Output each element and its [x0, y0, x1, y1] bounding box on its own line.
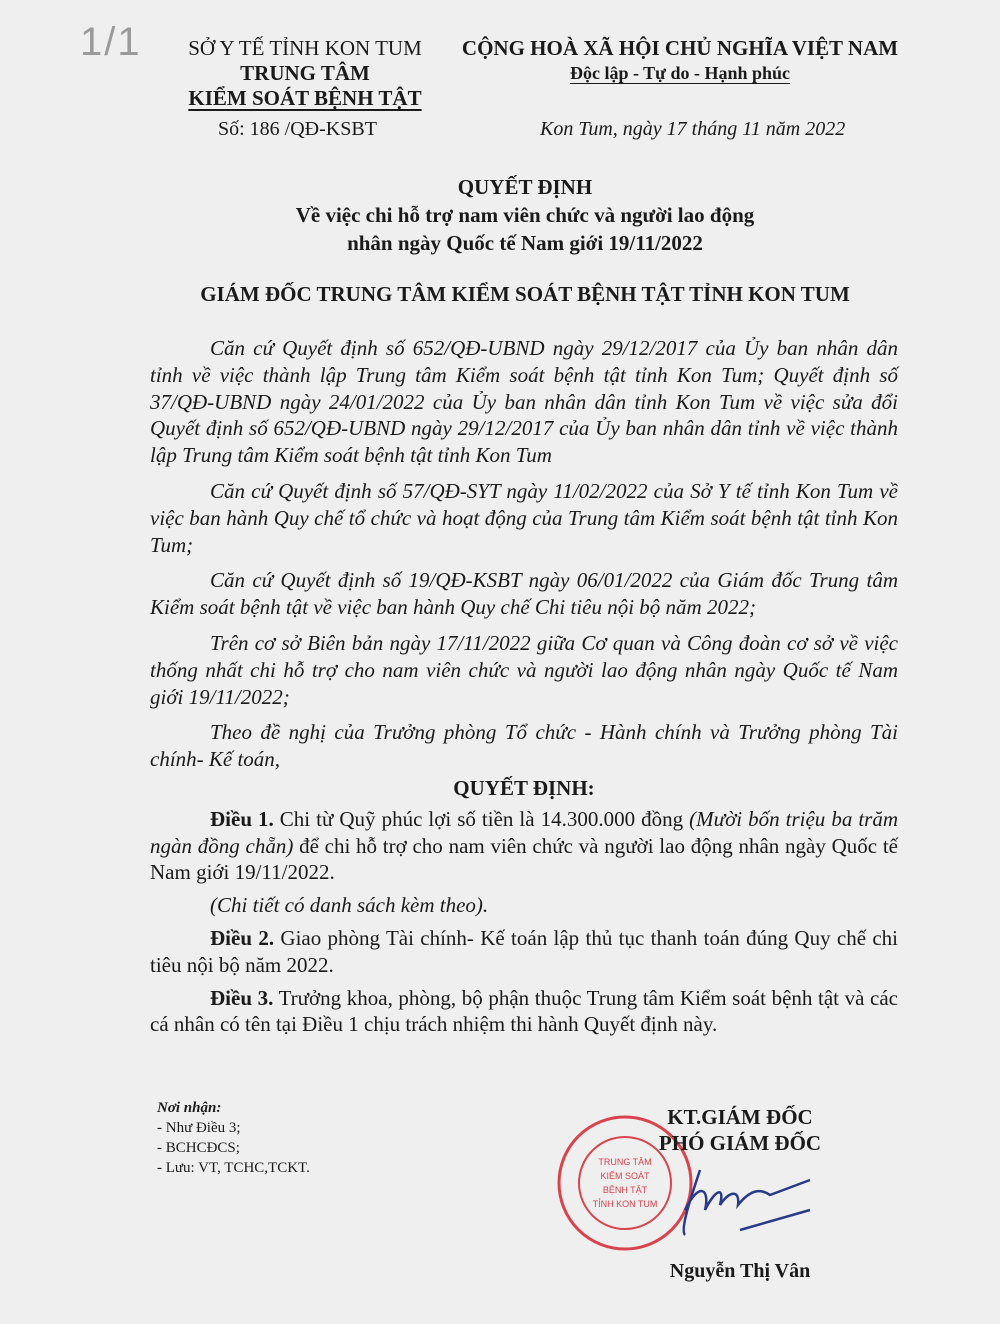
document-title — [100, 173, 950, 257]
decision-heading: QUYẾT ĐỊNH: — [453, 775, 595, 800]
signer-name: Nguyễn Thị Vân — [669, 1260, 811, 1282]
article-text: Giao phòng Tài chính- Kế toán lập thủ tục thanh toán đúng Quy chế chi tiêu nội bộ năm 2022. — [150, 925, 899, 977]
article-3 — [150, 985, 898, 1039]
recipient-item: - Lưu: VT, TCHC,TCKT. — [157, 1160, 310, 1176]
svg-text:BỆNH TẬT: BỆNH TẬT — [602, 1185, 648, 1195]
article-label: Điều 3. — [210, 985, 274, 1010]
article-text: để chi hỗ trợ cho nam viên chức và người lao động nhân ngày Quốc tế Nam giới 19/11/2022. — [150, 833, 898, 885]
issuer-line2: TRUNG TÂM — [240, 61, 370, 85]
national-motto: Độc lập - Tự do - Hạnh phúc — [569, 63, 791, 83]
recipients-heading: Nơi nhận: — [157, 1100, 222, 1116]
article-label: Điều 1. — [210, 806, 274, 831]
amount-in-words: (Mười bốn triệu ba trăm ngàn đồng chẵn) — [150, 806, 899, 858]
signer-title-1: KT.GIÁM ĐỐC — [667, 1105, 813, 1129]
svg-text:TỈNH KON TUM: TỈNH KON TUM — [592, 1199, 658, 1209]
authority-heading: GIÁM ĐỐC TRUNG TÂM KIỂM SOÁT BỆNH TẬT TỈNH KON TUM — [200, 282, 850, 306]
title-sub1: Về việc chi hỗ trợ nam viên chức và người lao động — [295, 203, 755, 227]
national-header — [460, 36, 900, 86]
basis-paragraph: Căn cứ Quyết định số 19/QĐ-KSBT ngày 06/01/2022 của Giám đốc Trung tâm Kiểm soát bệnh tật về việc ban hành Quy chế Chi tiêu nội bộ năm 2022; — [150, 568, 898, 620]
document-date: Kon Tum, ngày 17 tháng 11 năm 2022 — [540, 118, 846, 140]
article-label: Điều 2. — [210, 925, 275, 950]
recipient-item: - Như Điều 3; — [157, 1120, 241, 1136]
document-body — [150, 335, 898, 1038]
handwritten-signature — [660, 1150, 820, 1240]
recipient-item: - BCHCĐCS; — [157, 1140, 240, 1156]
svg-text:TRUNG TÂM: TRUNG TÂM — [598, 1157, 652, 1167]
article-2 — [150, 925, 898, 979]
page-counter: 1/1 — [80, 20, 142, 64]
national-title: CỘNG HOÀ XÃ HỘI CHỦ NGHĨA VIỆT NAM — [461, 36, 899, 60]
basis-paragraph: Căn cứ Quyết định số 652/QĐ-UBND ngày 29/12/2017 của Ủy ban nhân dân tỉnh về việc thành lập Trung tâm Kiểm soát bệnh tật tỉnh Kon Tum; Quyết định số 37/QĐ-UBND ngày 24/01/2022 của Ủy ban nhân dân tỉnh Kon Tum về việc sửa đổi Quyết định số 652/QĐ-UBND ngày 29/12/2017 của Ủy ban nhân dân tỉnh về việc thành lập Trung tâm Kiểm soát bệnh tật tỉnh Kon Tum — [150, 336, 898, 468]
article-1-note: (Chi tiết có danh sách kèm theo). — [210, 893, 489, 918]
article-text: Trưởng khoa, phòng, bộ phận thuộc Trung tâm Kiểm soát bệnh tật và các cá nhân có tên tại Điều 1 chịu trách nhiệm thi hành Quyết định này. — [150, 985, 899, 1037]
basis-paragraph: Trên cơ sở Biên bản ngày 17/11/2022 giữa Cơ quan và Công đoàn cơ sở về việc thống nhất chi hỗ trợ cho nam viên chức và người lao động nhân ngày Quốc tế Nam giới 19/11/2022; — [150, 630, 898, 709]
title-main: QUYẾT ĐỊNH — [457, 175, 593, 199]
signature-block — [600, 1104, 880, 1156]
svg-text:KIỂM SOÁT: KIỂM SOÁT — [600, 1171, 650, 1181]
recipients — [157, 1098, 310, 1178]
document-number: Số: 186 /QĐ-KSBT — [218, 118, 377, 140]
issuer-line3: KIỂM SOÁT BỆNH TẬT — [188, 86, 422, 110]
basis-paragraph: Theo đề nghị của Trưởng phòng Tổ chức - Hành chính và Trưởng phòng Tài chính- Kế toán, — [150, 720, 898, 772]
article-text: Chi từ Quỹ phúc lợi số tiền là 14.300.000 đồng — [273, 806, 690, 831]
title-sub2: nhân ngày Quốc tế Nam giới 19/11/2022 — [347, 231, 703, 255]
issuer-header — [160, 36, 450, 111]
issuer-line1: SỞ Y TẾ TỈNH KON TUM — [188, 36, 422, 60]
article-1 — [150, 806, 898, 886]
signer-title-2: PHÓ GIÁM ĐỐC — [658, 1131, 822, 1155]
basis-paragraph: Căn cứ Quyết định số 57/QĐ-SYT ngày 11/02/2022 của Sở Y tế tỉnh Kon Tum về việc ban hành Quy chế tổ chức và hoạt động của Trung tâm Kiểm soát bệnh tật tỉnh Kon Tum; — [150, 478, 898, 557]
